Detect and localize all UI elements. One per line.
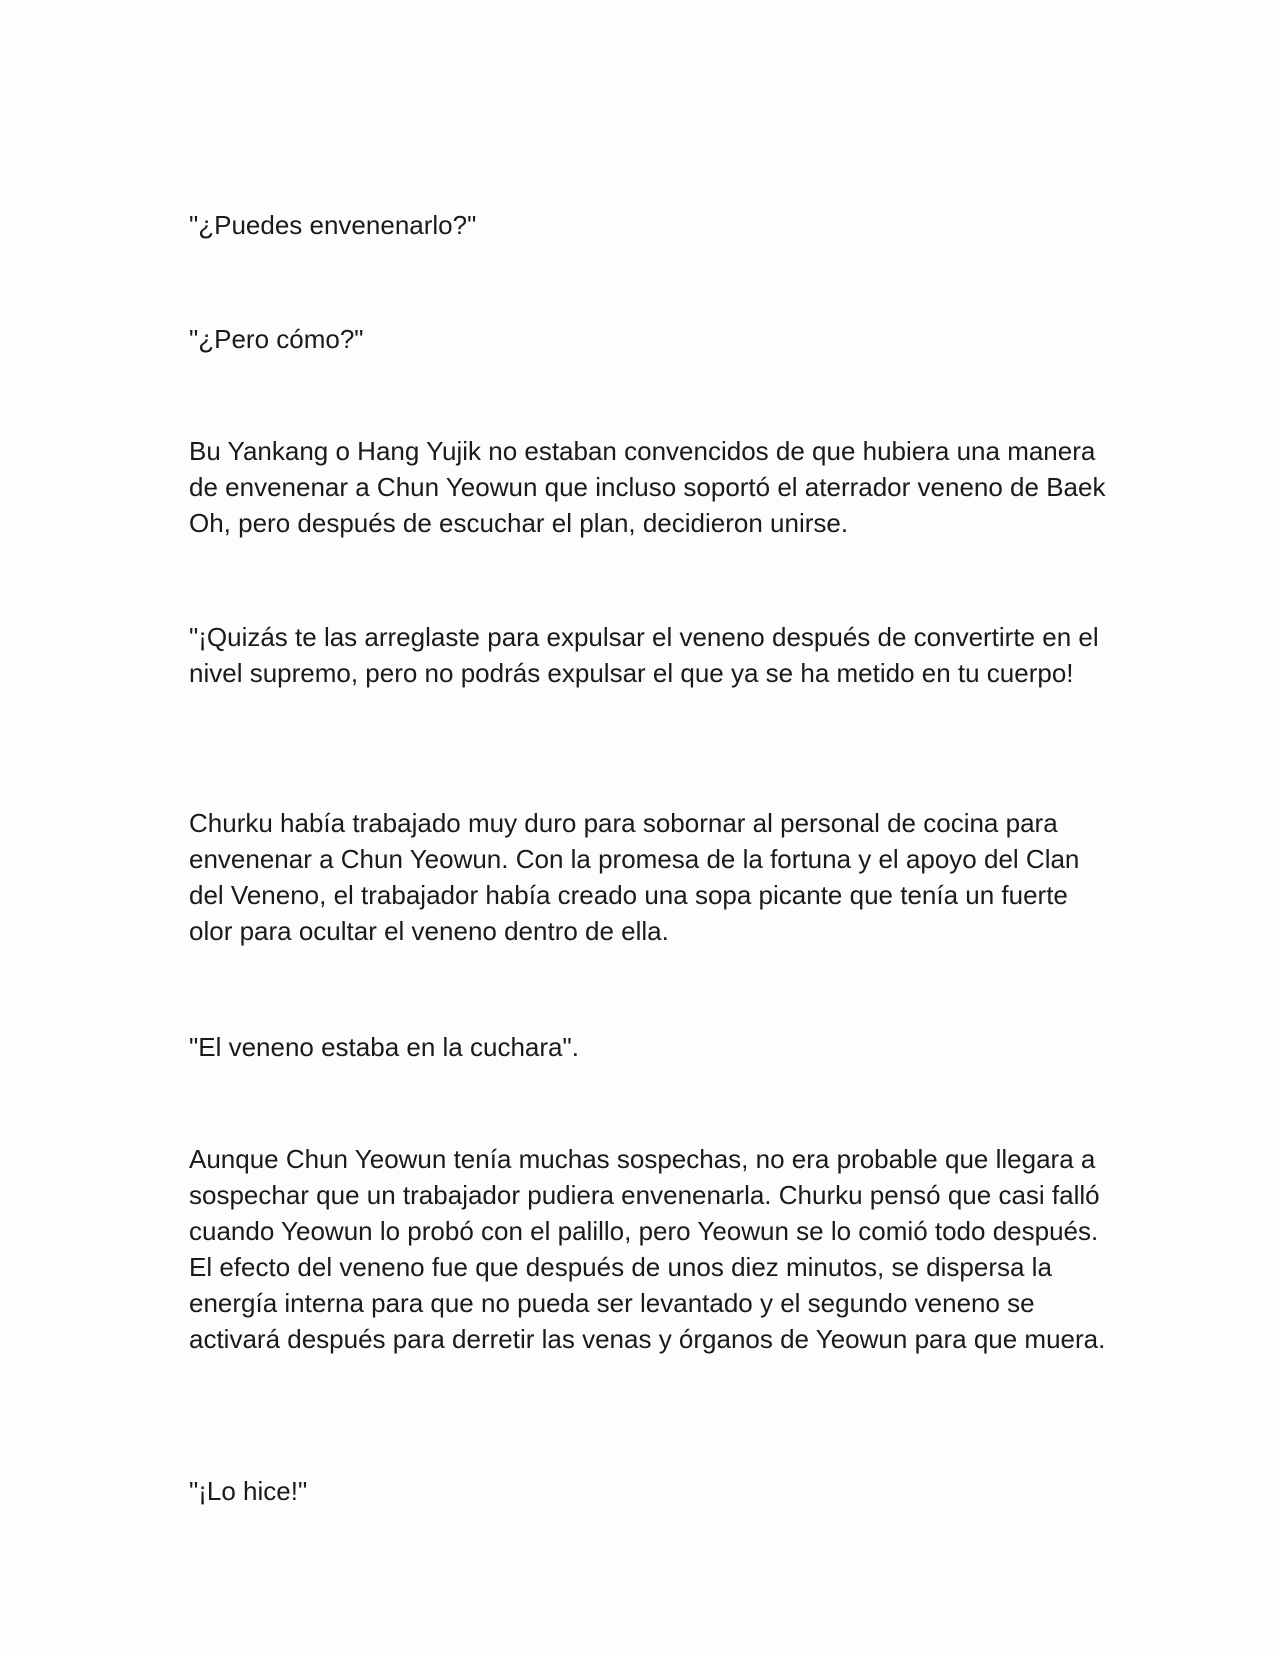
- dialogue-paragraph: "¡Quizás te las arreglaste para expulsar el veneno después de convertirte en el nivel supremo, pero no podrás expulsar el que ya se ha metido en tu cuerpo!: [189, 622, 1099, 688]
- dialogue-paragraph: "¡Lo hice!": [189, 1476, 308, 1506]
- narrative-paragraph: Churku había trabajado muy duro para sobornar al personal de cocina para envenenar a Chun Yeowun. Con la promesa de la fortuna y el apoyo del Clan del Veneno, el trabajador había creado una sopa picante que tenía un fuerte olor para ocultar el veneno dentro de ella.: [189, 808, 1080, 946]
- dialogue-paragraph: "¿Pero cómo?": [189, 324, 364, 354]
- dialogue-paragraph: "¿Puedes envenenarlo?": [189, 210, 477, 240]
- dialogue-paragraph: "El veneno estaba en la cuchara".: [189, 1032, 579, 1062]
- narrative-paragraph: Aunque Chun Yeowun tenía muchas sospechas, no era probable que llegara a sospechar que un trabajador pudiera envenenarla. Churku pensó que casi falló cuando Yeowun lo probó con el palillo, pero Yeowun se lo comió todo después. El efecto del veneno fue que después de unos diez minutos, se dispersa la energía interna para que no pueda ser levantado y el segundo veneno se activará después para derretir las venas y órganos de Yeowun para que muera.: [189, 1144, 1106, 1354]
- narrative-paragraph: Bu Yankang o Hang Yujik no estaban convencidos de que hubiera una manera de envenenar a Chun Yeowun que incluso soportó el aterrador veneno de Baek Oh, pero después de escuchar el plan, decidieron unirse.: [189, 436, 1106, 538]
